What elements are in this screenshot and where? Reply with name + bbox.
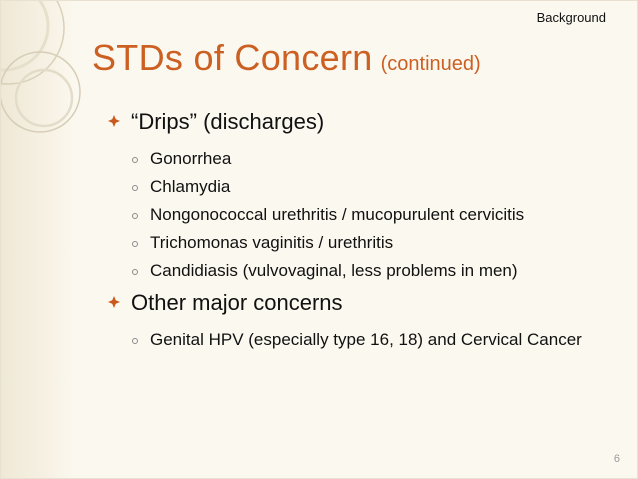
list-item: Chlamydia [104,177,614,197]
circle-bullet-icon [132,269,138,275]
sub-bullet-list [104,330,614,350]
slide-title-main: STDs of Concern [92,37,373,78]
slide-content [104,108,614,358]
list-item: Nongonococcal urethritis / mucopurulent cervicitis [104,205,614,225]
bullet-other-concerns [104,289,614,317]
circle-bullet-icon [132,213,138,219]
slide-title-suffix: (continued) [380,53,481,75]
list-item: Genital HPV (especially type 16, 18) and Cervical Cancer [104,330,614,350]
list-item: Gonorrhea [104,149,614,169]
bullet-label: Other major concerns [131,290,343,315]
list-item: Candidiasis (vulvovaginal, less problems in men) [104,261,614,281]
sub-bullet-list [104,149,614,281]
bullet-label: “Drips” (discharges) [131,109,325,134]
bullet-drips [104,108,614,136]
section-tag: Background [536,10,606,25]
slide-title [92,37,481,79]
circle-bullet-icon [132,338,138,344]
page-number: 6 [613,453,620,465]
list-item: Trichomonas vaginitis / urethritis [104,233,614,253]
circle-bullet-icon [132,241,138,247]
diamond-bullet-icon [107,295,121,309]
circle-bullet-icon [132,185,138,191]
circle-bullet-icon [132,157,138,163]
diamond-bullet-icon [107,114,121,128]
decorative-rings [0,0,110,160]
